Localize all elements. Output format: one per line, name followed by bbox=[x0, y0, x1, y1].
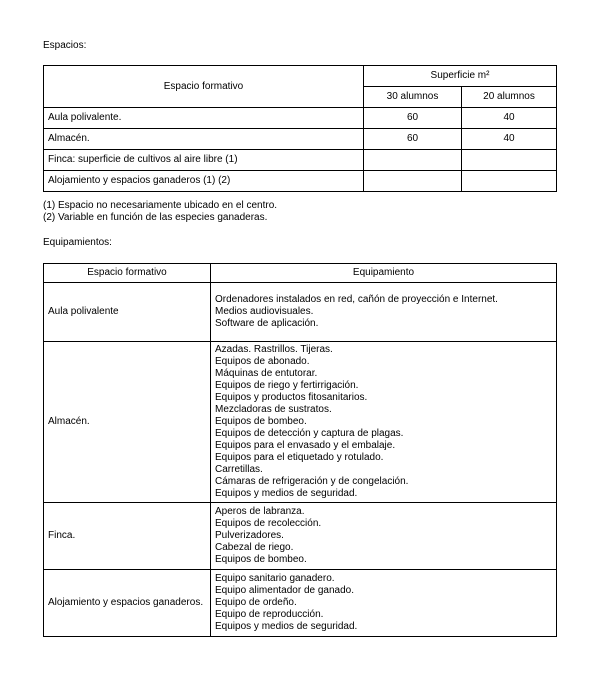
list-item: Equipos de recolección. bbox=[215, 518, 322, 529]
list-item: Equipos y medios de seguridad. bbox=[215, 488, 358, 499]
row-value-30 bbox=[364, 171, 462, 192]
list-item: Aperos de labranza. bbox=[215, 506, 305, 517]
table-row bbox=[44, 171, 557, 192]
espacios-heading: Espacios: bbox=[43, 40, 87, 51]
list-item: Equipos de bombeo. bbox=[215, 554, 307, 565]
table-row bbox=[44, 283, 557, 342]
table-row bbox=[44, 503, 557, 570]
row-value-20 bbox=[462, 150, 557, 171]
footnotes bbox=[43, 200, 277, 224]
list-item: Equipo sanitario ganadero. bbox=[215, 573, 335, 584]
header-espacio-formativo: Espacio formativo bbox=[44, 264, 211, 283]
espacios-table bbox=[43, 65, 557, 192]
list-item: Equipos de detección y captura de plagas. bbox=[215, 428, 404, 439]
table-row bbox=[44, 108, 557, 129]
equipment-list bbox=[211, 570, 557, 637]
list-item: Equipos para el envasado y el embalaje. bbox=[215, 440, 396, 451]
list-item: Cámaras de refrigeración y de congelación. bbox=[215, 476, 409, 487]
row-value-20: 40 bbox=[462, 129, 557, 150]
footnote: (2) Variable en función de las especies ganaderas. bbox=[43, 212, 268, 223]
equipment-list bbox=[211, 503, 557, 570]
list-item: Ordenadores instalados en red, cañón de proyección e Internet. bbox=[215, 294, 498, 305]
row-name: Almacén. bbox=[44, 129, 364, 150]
list-item: Máquinas de entutorar. bbox=[215, 368, 318, 379]
row-name: Almacén. bbox=[44, 342, 211, 503]
list-item: Equipos de abonado. bbox=[215, 356, 310, 367]
row-name: Alojamiento y espacios ganaderos. bbox=[44, 570, 211, 637]
list-item: Equipo de reproducción. bbox=[215, 609, 324, 620]
list-item: Cabezal de riego. bbox=[215, 542, 294, 553]
equipamientos-heading: Equipamientos: bbox=[43, 237, 112, 248]
list-item: Equipos para el etiquetado y rotulado. bbox=[215, 452, 384, 463]
table-row bbox=[44, 570, 557, 637]
equipment-list bbox=[211, 283, 557, 342]
footnote: (1) Espacio no necesariamente ubicado en el centro. bbox=[43, 200, 278, 211]
header-equipamiento: Equipamiento bbox=[211, 264, 557, 283]
list-item: Mezcladoras de sustratos. bbox=[215, 404, 332, 415]
list-item: Equipo de ordeño. bbox=[215, 597, 297, 608]
row-name: Aula polivalente bbox=[44, 283, 211, 342]
equipamientos-table bbox=[43, 263, 557, 637]
list-item: Equipos y medios de seguridad. bbox=[215, 621, 358, 632]
list-item: Pulverizadores. bbox=[215, 530, 284, 541]
row-name: Finca: superficie de cultivos al aire libre (1) bbox=[44, 150, 364, 171]
list-item: Software de aplicación. bbox=[215, 318, 319, 329]
row-value-30 bbox=[364, 150, 462, 171]
table-row bbox=[44, 129, 557, 150]
list-item: Carretillas. bbox=[215, 464, 263, 475]
header-superficie: Superficie m² bbox=[364, 66, 557, 87]
list-item: Equipos de bombeo. bbox=[215, 416, 307, 427]
row-name: Alojamiento y espacios ganaderos (1) (2) bbox=[44, 171, 364, 192]
row-value-20: 40 bbox=[462, 108, 557, 129]
header-espacio-formativo: Espacio formativo bbox=[44, 66, 364, 108]
list-item: Azadas. Rastrillos. Tijeras. bbox=[215, 344, 333, 355]
row-name: Aula polivalente. bbox=[44, 108, 364, 129]
list-item: Equipos de riego y fertirrigación. bbox=[215, 380, 359, 391]
list-item: Equipos y productos fitosanitarios. bbox=[215, 392, 368, 403]
equipment-list bbox=[211, 342, 557, 503]
header-30-alumnos: 30 alumnos bbox=[364, 87, 462, 108]
list-item: Medios audiovisuales. bbox=[215, 306, 314, 317]
table-row bbox=[44, 342, 557, 503]
row-value-30: 60 bbox=[364, 129, 462, 150]
table-row bbox=[44, 150, 557, 171]
row-value-20 bbox=[462, 171, 557, 192]
row-value-30: 60 bbox=[364, 108, 462, 129]
row-name: Finca. bbox=[44, 503, 211, 570]
header-20-alumnos: 20 alumnos bbox=[462, 87, 557, 108]
list-item: Equipo alimentador de ganado. bbox=[215, 585, 354, 596]
